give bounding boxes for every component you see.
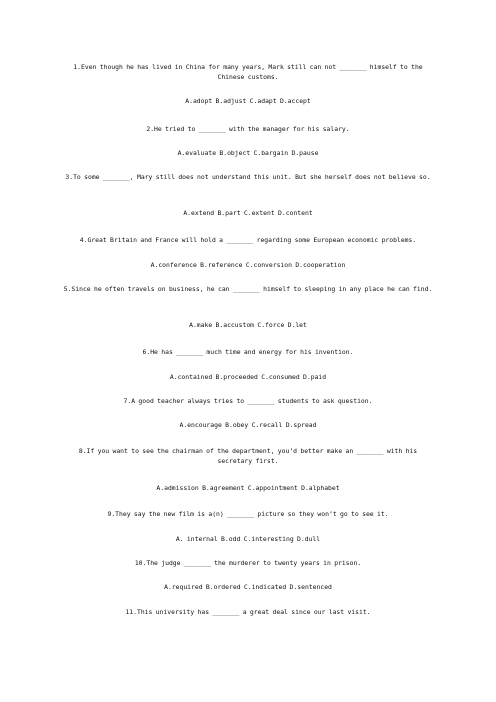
options-9: A. internal B.odd C.interesting D.dull bbox=[175, 535, 321, 543]
question-4: 4.Great Britain and France will hold a _______ regarding some European economic problems. bbox=[79, 236, 417, 244]
options-1: A.adopt B.adjust C.adapt D.accept bbox=[185, 97, 311, 105]
question-7: 7.A good teacher always tries to _______ students to ask question. bbox=[123, 397, 373, 405]
options-5: A.make B.accustom C.force D.let bbox=[189, 321, 307, 329]
question-1: 1.Even though he has lived in China for many years, Mark still can not _______ himself to the Chinese customs. bbox=[73, 63, 423, 81]
question-3: 3.To some _______, Mary still does not understand this unit. But she herself does not believe so. bbox=[65, 173, 431, 181]
options-6: A.contained B.proceeded C.consumed D.paid bbox=[169, 373, 327, 381]
options-4: A.conference B.reference C.conversion D.cooperation bbox=[150, 261, 346, 269]
options-3: A.extend B.part C.extent D.content bbox=[183, 209, 313, 217]
question-10: 10.The judge _______ the murderer to twenty years in prison. bbox=[134, 559, 362, 567]
options-7: A.encourage B.obey C.recall D.spread bbox=[179, 421, 317, 429]
question-11: 11.This university has _______ a great deal since our last visit. bbox=[125, 608, 371, 616]
question-6: 6.He has _______ much time and energy for his invention. bbox=[142, 348, 354, 356]
question-2: 2.He tried to _______ with the manager for his salary. bbox=[146, 125, 350, 133]
question-8: 8.If you want to see the chairman of the department, you’d better make an _______ with his secretary first. bbox=[78, 447, 418, 465]
question-9: 9.They say the new film is a(n) _______ picture so they won’t go to see it. bbox=[107, 510, 389, 518]
options-2: A.evaluate B.object C.bargain D.pause bbox=[177, 149, 319, 157]
question-5: 5.Since he often travels on business, he can _______ himself to sleeping in any place he can find. bbox=[63, 285, 433, 293]
options-8: A.admission B.agreement C.appointment D.alphabet bbox=[156, 484, 340, 492]
options-10: A.required B.ordered C.indicated D.sentenced bbox=[164, 583, 332, 591]
